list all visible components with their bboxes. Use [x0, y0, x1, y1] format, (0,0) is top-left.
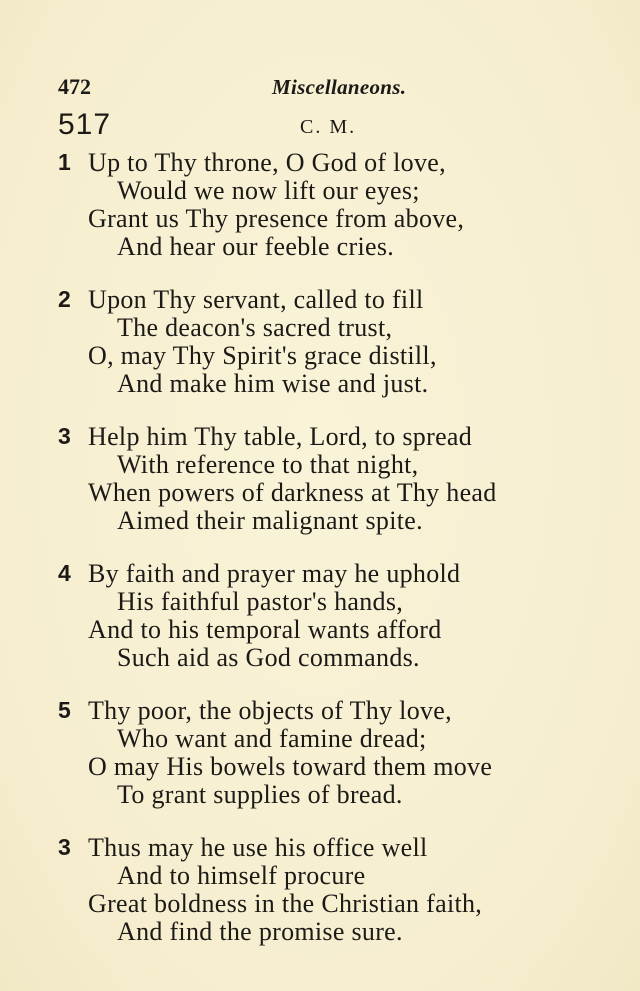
verse-number: 3 — [58, 423, 71, 449]
verse — [58, 559, 618, 696]
verse-line: With reference to that night, — [117, 450, 419, 479]
verse-line: O, may Thy Spirit's grace distill, — [88, 341, 437, 370]
verse-line: By faith and prayer may he uphold — [88, 559, 461, 588]
verse-line: When powers of darkness at Thy head — [88, 478, 497, 507]
verse-number: 1 — [58, 149, 71, 175]
verse-line: Help him Thy table, Lord, to spread — [88, 422, 473, 451]
verse-line: His faithful pastor's hands, — [117, 587, 404, 616]
verse — [58, 148, 618, 285]
hymn-heading — [58, 108, 618, 148]
verse-line: The deacon's sacred trust, — [117, 313, 393, 342]
verse — [58, 696, 618, 833]
verse-line: And to himself procure — [117, 861, 366, 890]
verse-number: 4 — [58, 560, 71, 586]
verse — [58, 285, 618, 422]
verse-line: To grant supplies of bread. — [117, 780, 403, 809]
verse-line: Thus may he use his office well — [88, 833, 428, 862]
running-head: Miscellaneons. — [272, 75, 407, 99]
verse-line: Would we now lift our eyes; — [117, 176, 420, 205]
verse-line: Who want and famine dread; — [117, 724, 427, 753]
verse — [58, 833, 618, 970]
verse-number: 3 — [58, 834, 71, 860]
verse-line: Aimed their malignant spite. — [117, 506, 423, 535]
hymn-meter: C. M. — [300, 116, 357, 138]
verse-line: Such aid as God commands. — [117, 643, 420, 672]
verse-line: And hear our feeble cries. — [117, 232, 395, 261]
verse-number: 2 — [58, 286, 71, 312]
verse-line: And find the promise sure. — [117, 917, 403, 946]
verse-line: Upon Thy servant, called to fill — [88, 285, 424, 314]
page-number: 472 — [58, 74, 91, 99]
verse-line: Great boldness in the Christian faith, — [88, 889, 483, 918]
verse-line: O may His bowels toward them move — [88, 752, 493, 781]
verse-line: And make him wise and just. — [117, 369, 429, 398]
verse-line: Up to Thy throne, O God of love, — [88, 148, 446, 177]
verse-number: 5 — [58, 697, 71, 723]
hymn-verses — [58, 148, 618, 970]
verse-line: Grant us Thy presence from above, — [88, 204, 465, 233]
verse — [58, 422, 618, 559]
page-header — [58, 74, 618, 104]
hymn-number: 517 — [58, 108, 112, 141]
verse-line: And to his temporal wants afford — [88, 615, 442, 644]
verse-line: Thy poor, the objects of Thy love, — [88, 696, 452, 725]
